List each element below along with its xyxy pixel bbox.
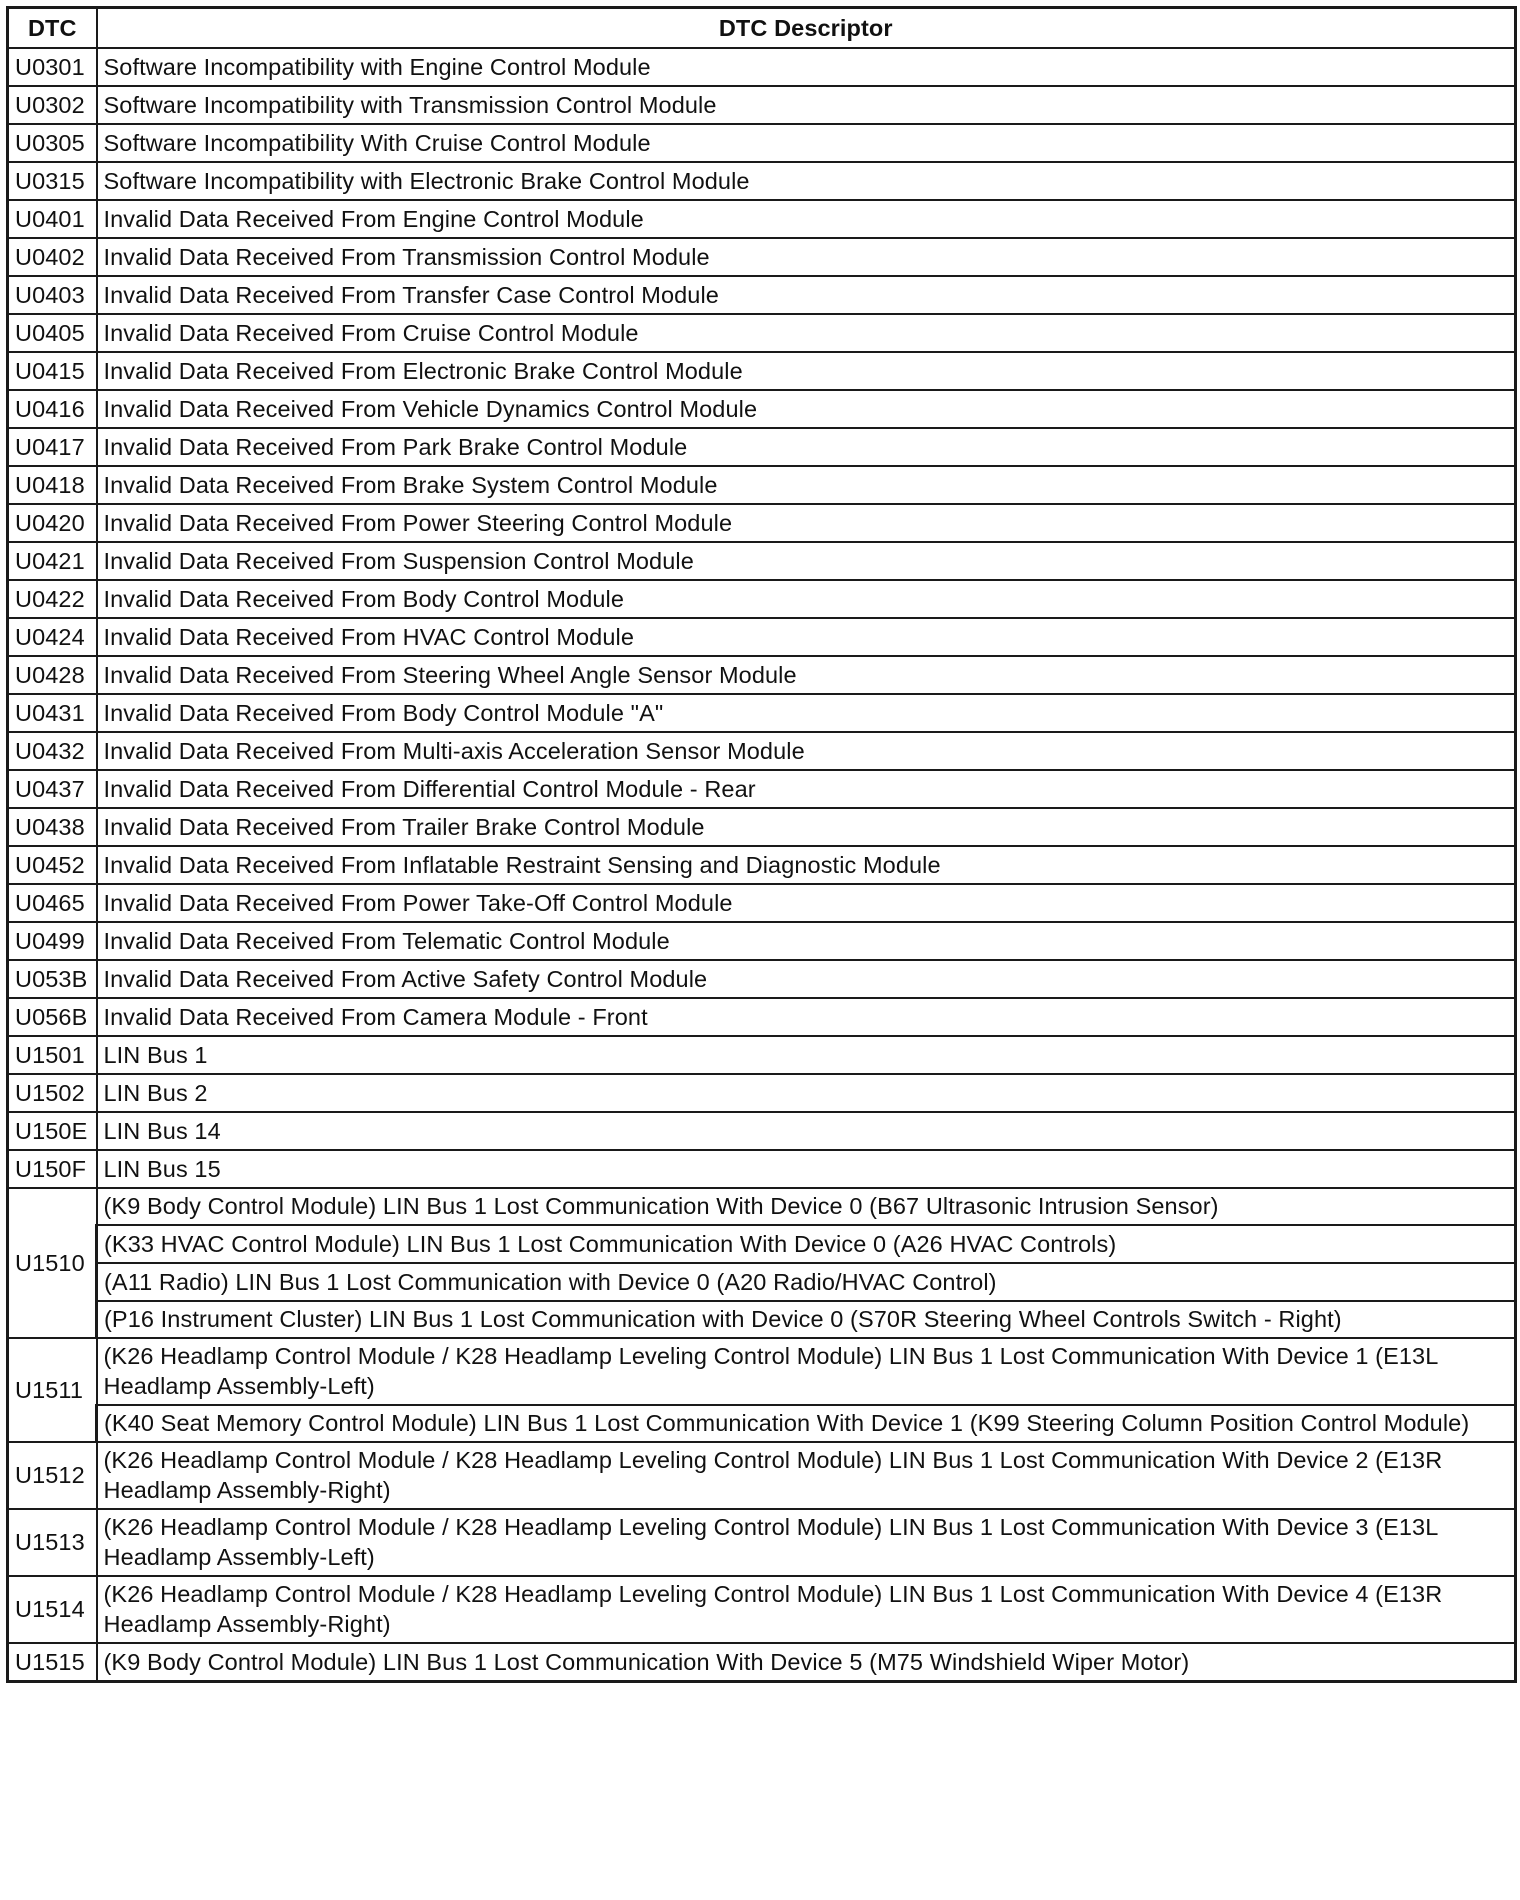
table-row — [8, 656, 1516, 694]
dtc-code-cell: U0452 — [8, 846, 97, 884]
dtc-code-cell: U053B — [8, 960, 97, 998]
dtc-descriptor-cell: Invalid Data Received From Engine Control Module — [97, 200, 1516, 238]
dtc-descriptor-cell: LIN Bus 2 — [97, 1074, 1516, 1112]
table-row — [8, 504, 1516, 542]
dtc-descriptor-cell: Invalid Data Received From Trailer Brake Control Module — [97, 808, 1516, 846]
dtc-descriptor-cell: Software Incompatibility with Electronic Brake Control Module — [97, 162, 1516, 200]
dtc-descriptor-cell: (K9 Body Control Module) LIN Bus 1 Lost Communication With Device 0 (B67 Ultrasonic Intrusion Sensor) — [97, 1188, 1516, 1225]
dtc-code-cell: U1515 — [8, 1643, 97, 1682]
dtc-descriptor-cell: Invalid Data Received From Inflatable Restraint Sensing and Diagnostic Module — [97, 846, 1516, 884]
dtc-code-cell: U056B — [8, 998, 97, 1036]
dtc-code-cell: U0420 — [8, 504, 97, 542]
dtc-code-cell: U0432 — [8, 732, 97, 770]
dtc-descriptor-cell: (K9 Body Control Module) LIN Bus 1 Lost Communication With Device 5 (M75 Windshield Wiper Motor) — [97, 1643, 1516, 1682]
table-row — [8, 1442, 1516, 1509]
dtc-code-cell: U0405 — [8, 314, 97, 352]
dtc-descriptor-cell: Software Incompatibility With Cruise Control Module — [97, 124, 1516, 162]
dtc-descriptor-cell: Software Incompatibility with Engine Control Module — [97, 48, 1516, 86]
dtc-code-cell: U0305 — [8, 124, 97, 162]
table-row — [8, 352, 1516, 390]
table-row — [8, 1263, 1516, 1301]
table-row — [8, 1576, 1516, 1643]
dtc-code-cell: U0428 — [8, 656, 97, 694]
dtc-descriptor-cell: Invalid Data Received From Park Brake Control Module — [97, 428, 1516, 466]
table-row — [8, 466, 1516, 504]
dtc-descriptor-cell: Invalid Data Received From Vehicle Dynamics Control Module — [97, 390, 1516, 428]
dtc-code-cell: U0422 — [8, 580, 97, 618]
table-row — [8, 808, 1516, 846]
dtc-descriptor-cell: Invalid Data Received From Active Safety Control Module — [97, 960, 1516, 998]
table-row — [8, 1074, 1516, 1112]
table-header-row — [8, 8, 1516, 49]
dtc-code-cell: U0421 — [8, 542, 97, 580]
dtc-descriptor-cell: (K26 Headlamp Control Module / K28 Headlamp Leveling Control Module) LIN Bus 1 Lost Communication With Device 2 (E13R Headlamp Assembly-Right) — [97, 1442, 1516, 1509]
table-row — [8, 1509, 1516, 1576]
dtc-code-cell: U0424 — [8, 618, 97, 656]
dtc-code-cell: U1511 — [8, 1338, 97, 1442]
dtc-code-cell: U0431 — [8, 694, 97, 732]
table-row — [8, 960, 1516, 998]
dtc-descriptor-cell: (K26 Headlamp Control Module / K28 Headlamp Leveling Control Module) LIN Bus 1 Lost Communication With Device 4 (E13R Headlamp Assembly-Right) — [97, 1576, 1516, 1643]
dtc-table — [6, 6, 1517, 1683]
table-row — [8, 200, 1516, 238]
dtc-code-cell: U0302 — [8, 86, 97, 124]
table-row — [8, 238, 1516, 276]
dtc-descriptor-cell: Invalid Data Received From Body Control Module "A" — [97, 694, 1516, 732]
dtc-descriptor-cell: (K26 Headlamp Control Module / K28 Headlamp Leveling Control Module) LIN Bus 1 Lost Communication With Device 3 (E13L Headlamp Assembly-Left) — [97, 1509, 1516, 1576]
table-row — [8, 1405, 1516, 1442]
dtc-code-cell: U0465 — [8, 884, 97, 922]
dtc-code-cell: U0499 — [8, 922, 97, 960]
table-body — [8, 48, 1516, 1682]
dtc-code-cell: U0417 — [8, 428, 97, 466]
dtc-descriptor-cell: (P16 Instrument Cluster) LIN Bus 1 Lost Communication with Device 0 (S70R Steering Wheel Controls Switch - Right) — [97, 1301, 1516, 1338]
dtc-descriptor-cell: LIN Bus 1 — [97, 1036, 1516, 1074]
dtc-descriptor-cell: Invalid Data Received From Electronic Brake Control Module — [97, 352, 1516, 390]
dtc-code-cell: U150E — [8, 1112, 97, 1150]
dtc-descriptor-cell: (K40 Seat Memory Control Module) LIN Bus 1 Lost Communication With Device 1 (K99 Steering Column Position Control Module) — [97, 1405, 1516, 1442]
dtc-descriptor-cell: (K33 HVAC Control Module) LIN Bus 1 Lost Communication With Device 0 (A26 HVAC Controls) — [97, 1225, 1516, 1263]
table-row — [8, 1338, 1516, 1405]
table-row — [8, 1112, 1516, 1150]
dtc-code-cell: U0315 — [8, 162, 97, 200]
dtc-descriptor-cell: Invalid Data Received From Steering Wheel Angle Sensor Module — [97, 656, 1516, 694]
dtc-code-cell: U0415 — [8, 352, 97, 390]
table-row — [8, 618, 1516, 656]
dtc-code-cell: U0402 — [8, 238, 97, 276]
dtc-descriptor-cell: Invalid Data Received From Body Control Module — [97, 580, 1516, 618]
dtc-descriptor-cell: LIN Bus 14 — [97, 1112, 1516, 1150]
dtc-descriptor-cell: (K26 Headlamp Control Module / K28 Headlamp Leveling Control Module) LIN Bus 1 Lost Communication With Device 1 (E13L Headlamp Assembly-Left) — [97, 1338, 1516, 1405]
dtc-code-cell: U0438 — [8, 808, 97, 846]
dtc-code-cell: U1502 — [8, 1074, 97, 1112]
table-row — [8, 770, 1516, 808]
dtc-code-cell: U0401 — [8, 200, 97, 238]
dtc-code-cell: U150F — [8, 1150, 97, 1188]
table-row — [8, 998, 1516, 1036]
dtc-descriptor-cell: Invalid Data Received From Transfer Case Control Module — [97, 276, 1516, 314]
dtc-code-cell: U0403 — [8, 276, 97, 314]
table-row — [8, 1225, 1516, 1263]
table-row — [8, 846, 1516, 884]
dtc-code-cell: U1510 — [8, 1188, 97, 1338]
dtc-descriptor-cell: Software Incompatibility with Transmission Control Module — [97, 86, 1516, 124]
dtc-descriptor-cell: (A11 Radio) LIN Bus 1 Lost Communication with Device 0 (A20 Radio/HVAC Control) — [97, 1263, 1516, 1301]
dtc-descriptor-cell: Invalid Data Received From Brake System Control Module — [97, 466, 1516, 504]
dtc-descriptor-cell: LIN Bus 15 — [97, 1150, 1516, 1188]
dtc-code-cell: U0418 — [8, 466, 97, 504]
header-dtc: DTC — [8, 8, 97, 49]
dtc-descriptor-cell: Invalid Data Received From Cruise Control Module — [97, 314, 1516, 352]
dtc-code-cell: U1512 — [8, 1442, 97, 1509]
dtc-code-cell: U0416 — [8, 390, 97, 428]
table-row — [8, 1150, 1516, 1188]
dtc-code-cell: U1513 — [8, 1509, 97, 1576]
dtc-descriptor-cell: Invalid Data Received From Differential Control Module - Rear — [97, 770, 1516, 808]
table-row — [8, 1036, 1516, 1074]
table-row — [8, 1188, 1516, 1225]
table-row — [8, 390, 1516, 428]
table-row — [8, 884, 1516, 922]
dtc-code-cell: U1514 — [8, 1576, 97, 1643]
dtc-descriptor-cell: Invalid Data Received From Power Steering Control Module — [97, 504, 1516, 542]
dtc-code-cell: U1501 — [8, 1036, 97, 1074]
dtc-descriptor-cell: Invalid Data Received From Suspension Control Module — [97, 542, 1516, 580]
table-row — [8, 732, 1516, 770]
dtc-descriptor-cell: Invalid Data Received From Telematic Control Module — [97, 922, 1516, 960]
table-row — [8, 428, 1516, 466]
table-row — [8, 86, 1516, 124]
table-row — [8, 1301, 1516, 1338]
table-row — [8, 542, 1516, 580]
dtc-table-container — [6, 6, 1514, 1683]
table-row — [8, 276, 1516, 314]
table-row — [8, 48, 1516, 86]
table-row — [8, 124, 1516, 162]
dtc-descriptor-cell: Invalid Data Received From HVAC Control Module — [97, 618, 1516, 656]
table-row — [8, 162, 1516, 200]
dtc-descriptor-cell: Invalid Data Received From Power Take-Off Control Module — [97, 884, 1516, 922]
header-dtc-descriptor: DTC Descriptor — [97, 8, 1516, 49]
dtc-descriptor-cell: Invalid Data Received From Multi-axis Acceleration Sensor Module — [97, 732, 1516, 770]
dtc-code-cell: U0301 — [8, 48, 97, 86]
table-row — [8, 580, 1516, 618]
dtc-descriptor-cell: Invalid Data Received From Transmission Control Module — [97, 238, 1516, 276]
table-row — [8, 694, 1516, 732]
dtc-descriptor-cell: Invalid Data Received From Camera Module - Front — [97, 998, 1516, 1036]
table-row — [8, 314, 1516, 352]
table-row — [8, 922, 1516, 960]
dtc-code-cell: U0437 — [8, 770, 97, 808]
table-row — [8, 1643, 1516, 1682]
